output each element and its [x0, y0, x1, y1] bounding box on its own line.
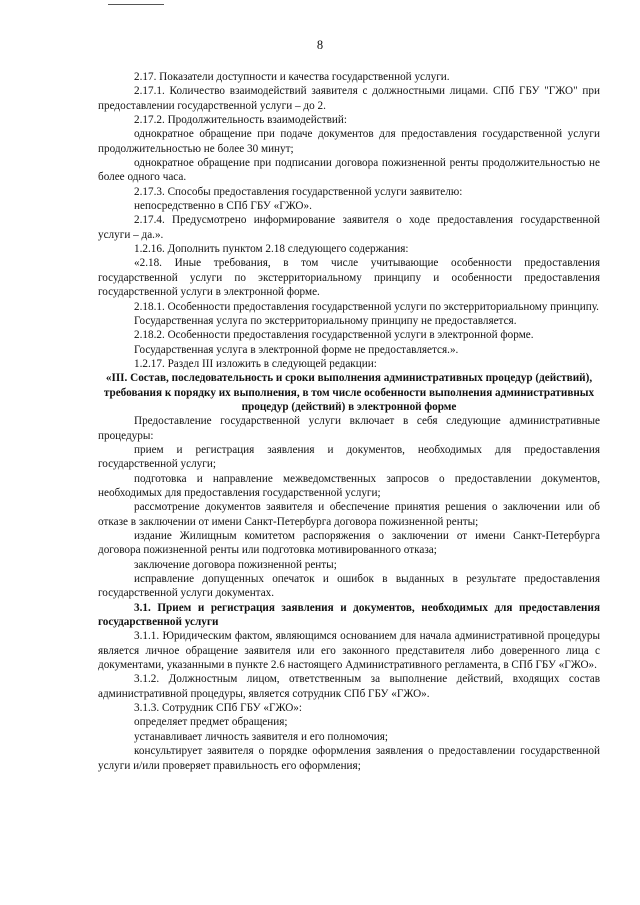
paragraph-2-18: «2.18. Иные требования, в том числе учитывающие особенности предоставления государственной услуги по экстерриториальному принципу и особенности предоставления государственной услуги в электронной форме. — [98, 257, 600, 299]
paragraph-single-visit-submission: однократное обращение при подаче документов для предоставления государственной услуги продолжительностью не более 30 минут; — [98, 128, 600, 155]
paragraph-3-1-2: 3.1.2. Должностным лицом, ответственным за выполнение действий, входящих состав административной процедуры, является сотрудник СПб ГБУ «ГЖО». — [98, 673, 600, 700]
paragraph-2-17-2: 2.17.2. Продолжительность взаимодействий: — [134, 114, 347, 127]
section-iii-heading: «III. Состав, последовательность и сроки выполнения административных процедур (действий), требования к порядку их выполнения, в том числе особенности выполнения административных процедур (действий) в электронной форме — [103, 372, 595, 413]
list-item-determine-subject: определяет предмет обращения; — [134, 716, 288, 729]
list-item-interagency-requests: подготовка и направление межведомственных запросов о предоставлении документов, необходимых для предоставления государственной услуги; — [98, 472, 600, 499]
paragraph-1-2-17: 1.2.17. Раздел III изложить в следующей редакции: — [134, 357, 377, 370]
paragraph-no-electronic: Государственная услуга в электронной форме не предоставляется.». — [134, 343, 459, 356]
paragraph-no-extraterritorial: Государственная услуга по экстерриториальному принципу не предоставляется. — [134, 314, 517, 327]
list-item-order-issuance: издание Жилищным комитетом распоряжения о заключении от имени Санкт-Петербурга договора пожизненной ренты или подготовка мотивированного отказа; — [98, 530, 600, 557]
paragraph-2-17: 2.17. Показатели доступности и качества государственной услуги. — [134, 71, 450, 83]
list-item-contract-conclusion: заключение договора пожизненной ренты; — [134, 558, 337, 571]
paragraph-single-visit-signing: однократное обращение при подписании договора пожизненной ренты продолжительностью не более одного часа. — [98, 157, 600, 184]
page-number: 8 — [316, 38, 324, 52]
paragraph-2-17-1: 2.17.1. Количество взаимодействий заявителя с должностными лицами. СПб ГБУ "ГЖО" при предоставлении государственной услуги – до 2. — [98, 85, 600, 112]
section-3-1-heading: 3.1. Прием и регистрация заявления и документов, необходимых для предоставления государственной услуги — [98, 601, 600, 629]
list-item-review: рассмотрение документов заявителя и обеспечение принятия решения о заключении или об отказе в заключении от имени Санкт-Петербурга договора пожизненной ренты; — [98, 501, 600, 528]
paragraph-2-18-1: 2.18.1. Особенности предоставления государственной услуги по экстерриториальному принципу. — [134, 300, 599, 313]
paragraph-2-17-3: 2.17.3. Способы предоставления государственной услуги заявителю: — [134, 185, 463, 198]
list-item-reception: прием и регистрация заявления и документов, необходимых для предоставления государственной услуги; — [98, 443, 600, 471]
paragraph-3-1-1: 3.1.1. Юридическим фактом, являющимся основанием для начала административной процедуры является личное обращение заявителя или его законного представителя либо доверенного лица с документами, указанными в пункте 2.6 настоящего Административного регламента, в СПб ГБУ «ГЖО». — [98, 630, 600, 672]
paragraph-2-17-4: 2.17.4. Предусмотрено информирование заявителя о ходе предоставления государственной услуги – да.». — [98, 214, 600, 241]
paragraph-procedures-intro: Предоставление государственной услуги включает в себя следующие административные процедуры: — [98, 415, 600, 442]
paragraph-directly: непосредственно в СПб ГБУ «ГЖО». — [134, 200, 312, 213]
paragraph-2-18-2: 2.18.2. Особенности предоставления государственной услуги в электронной форме. — [134, 329, 534, 342]
paragraph-3-1-3: 3.1.3. Сотрудник СПб ГБУ «ГЖО»: — [134, 702, 302, 715]
header-rule — [108, 4, 164, 5]
list-item-consult-applicant: консультирует заявителя о порядке оформления заявления о предоставлении государственной услуги и/или проверяет правильность его оформления; — [98, 745, 600, 772]
list-item-error-correction: исправление допущенных опечаток и ошибок в выданных в результате предоставления государственной услуги документах. — [98, 573, 600, 600]
document-body — [98, 70, 600, 773]
paragraph-1-2-16: 1.2.16. Дополнить пунктом 2.18 следующего содержания: — [134, 243, 409, 256]
list-item-identify-applicant: устанавливает личность заявителя и его полномочия; — [134, 730, 389, 743]
